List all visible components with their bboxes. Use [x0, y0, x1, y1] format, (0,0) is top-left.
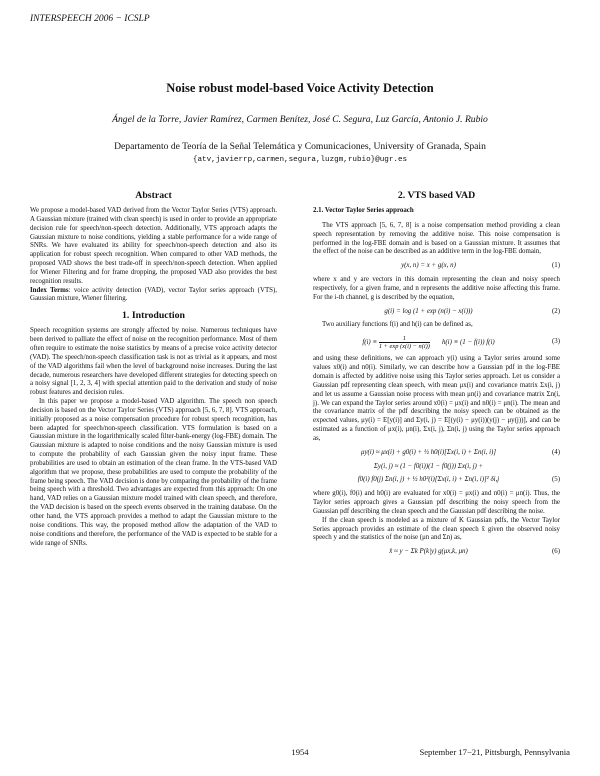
author-list: Ángel de la Torre, Javier Ramírez, Carmen Benítez, José C. Segura, Luz García, Antonio J. Rubio — [112, 114, 488, 125]
equation-3-number: (3) — [551, 338, 560, 346]
equation-6-number: (6) — [551, 548, 560, 556]
equation-2-number: (2) — [551, 307, 560, 315]
index-terms-text: : voice activity detection (VAD), vector Taylor series approach (VTS), Gaussian mixture, Wiener filtering. — [30, 286, 278, 303]
index-terms-label: Index Terms — [30, 286, 69, 294]
conference-date-location: September 17−21, Pittsburgh, Pennsylvania — [419, 747, 570, 757]
equation-1-body: y(x, n) = x + g(x, n) — [401, 262, 456, 270]
equation-4b — [313, 463, 560, 472]
abstract-heading: Abstract — [135, 190, 172, 201]
introduction-heading: 1. Introduction — [122, 310, 185, 322]
equation-5-body: f0(i) f0(j) Σn(i, j) + ½ h0²(i)[Σx(i, i) + Σn(i, i)]² δi,j — [357, 476, 500, 484]
page-number: 1954 — [291, 747, 309, 757]
equation-1-number: (1) — [551, 262, 560, 270]
author-emails: {atv,javierrp,carmen,segura,luzgm,rubio}@ugr.es — [192, 156, 408, 164]
left-column — [30, 190, 277, 548]
right-column — [313, 190, 560, 562]
equation-3-rhs: h(i) ≡ (1 − f(i)) f(i) — [441, 339, 495, 347]
equation-4-number: (4) — [551, 448, 560, 456]
vts-section-heading: 2. VTS based VAD — [397, 190, 476, 201]
abstract-text: We propose a model-based VAD derived from the Vector Taylor Series (VTS) approach. A Gaussian mixture (trained with clean speech) is used in order to provide an appropriate decision rule for speech/non-speech detection. Additionally, VTS approach adapts the Gaussian mixture to noise conditions, yielding a stable performance for a wide range of SNRs. We have evaluated its ability for speech/non-speech detection and also its application for robust speech recognition. When compared to other VAD methods, the proposed VAD shows the best trade-off in speech/non-speech detection. When applied for Wiener Filtering and for frame dropping, the proposed VAD also provides the best recognition results. — [30, 207, 277, 285]
index-terms — [30, 287, 277, 305]
vts-subsection-heading: 2.1. Vector Taylor Series approach — [313, 207, 414, 214]
equation-4b-body: Σy(i, j) ≈ (1 − f0(i))(1 − f0(j)) Σx(i, j) + — [373, 462, 484, 470]
vts-paragraph-5: where g0(i), f0(i) and h0(i) are evaluated for x0(i) = μx(i) and n0(i) = μn(i). Thus, the Taylor series approach gives a Gaussian pdf describing the noisy speech from the Gaussian pdf describing the clean speech and the Gaussian pdf describing the noise. — [313, 490, 560, 515]
intro-paragraph-2: In this paper we propose a model-based VAD algorithm. The speech non speech decision is based on the Vector Taylor Series (VTS) approach [5, 6, 7, 8]. VTS approach, initially proposed as a noise compensation procedure for robust speech recognition, has been adapted for speech/non-speech classification. VTS formulation is based on a Gaussian mixture in the logarithmically scaled filter-bank-energy (log-FBE) domain. The Gaussian mixture is adapted to noise conditions and the noisy Gaussian mixture is used to compute the probability of each Gaussian given the noisy input frame. These probabilities are used to obtain an estimation of the clean frame. In the VTS-based VAD algorithm that we propose, these probabilities are used to compute the probability of the frame being speech. The VAD decision is done by comparing the probability of the frame being speech with a threshold. Two advantages are expected from this approach: On one hand, VAD relies on a Gaussian mixture model trained with clean speech, and therefore, the VAD decision is based on the speech events observed in the training database. On the other hand, the VTS approach provides a method to adapt the Gaussian mixture to the noise conditions. This way, the proposed method allow the adaptation of the VAD to noise conditions and therefore, the performance of the VAD is expected to be stable for a wide range of SNRs. — [30, 398, 277, 547]
equation-5-number: (5) — [551, 476, 560, 484]
equation-4-body: μy(i) ≈ μx(i) + g0(i) + ½ h0(i)[Σx(i, i) + Σn(i, i)] — [360, 448, 497, 456]
running-header: INTERSPEECH 2006 − ICSLP — [30, 14, 150, 24]
equation-6-body: x̂ ≈ y − Σk P(k|y) g(μx,k, μn) — [389, 548, 468, 556]
intro-paragraph-1: Speech recognition systems are strongly affected by noise. Numerous techniques have been derived to palliate the effect of noise on the recognition performance. Most of them often require to estimate the noise statistics by means of a precise voice activity detector (VAD). The speech/non-speech classification task is not as trivial as it appears, and most of the VAD algorithms fail when the level of background noise increases. During the last decade, numerous researchers have developed different strategies for detecting speech on a noisy signal [1, 2, 3, 4] with special attention paid to the derivation and study of noise robust features and decision rules. — [30, 327, 277, 397]
vts-paragraph-1: The VTS approach [5, 6, 7, 8] is a noise compensation method providing a clean speech representation by removing the additive noise. This noise compensation is performed in the log-FBE domain and is based on a Gaussian mixture. It assumes that the effect of the noise can be described as an additive term in the log-FBE domain, — [313, 221, 560, 256]
vts-paragraph-6: If the clean speech is modeled as a mixture of K Gaussian pdfs, the Vector Taylor Series approach provides an estimate of the clean speech x̂ given the observed noisy speech y and the statistics of the noise (μn and Σn) as, — [313, 516, 560, 542]
equation-3-denominator: 1 + exp (x(i) − n(i)) — [378, 343, 430, 351]
equation-4 — [313, 449, 560, 458]
vts-paragraph-4: and using these definitions, we can approach y(i) using a Taylor series around some values x0(i) and n0(i). Similarly, we can describe how a Gaussian pdf in the log-FBE domain is affected by additive noise using this Taylor series approach. Let us consider a Gaussian pdf representing clean speech, with mean μx(i) and covariance matrix Σx(i, j) and let us assume a Gaussian noise process with mean μn(i) and covariance matrix Σn(i, j). We can expand the Taylor series around x0(i) = μx(i) and n0(i) = μn(i). The mean and the covariance matrix of the pdf describing the noisy speech can be obtained as the expected values, μy(i) = E[y(i)] and Σy(i, j) = E[(y(i) − μy(i))(y(j) − μy(j))], and can be estimated as a function of μx(i), μn(i), Σx(i, j), Σn(i, j) using the Taylor series approach as, — [313, 355, 560, 442]
equation-3 — [313, 335, 560, 350]
vts-paragraph-3: Two auxiliary functions f(i) and h(i) can be defined as, — [322, 321, 473, 329]
equation-3-numerator: 1 — [379, 335, 430, 343]
affiliation: Departamento de Teoría de la Señal Telemática y Comunicaciones, University of Granada, Spain — [114, 141, 486, 152]
equation-3-body — [313, 335, 544, 350]
equation-5 — [313, 476, 560, 485]
equation-6 — [313, 548, 560, 557]
equation-3-fraction — [379, 335, 430, 350]
equation-2 — [313, 308, 560, 317]
vts-paragraph-2: where x and y are vectors in this domain representing the clean and noisy speech respectively, for a given frame, and n represents the additive noise affecting this frame. For the i-th channel, g is described by the equation, — [313, 276, 560, 301]
paper-title: Noise robust model-based Voice Activity Detection — [166, 81, 434, 95]
equation-1 — [313, 262, 560, 271]
equation-2-body: g(i) = log (1 + exp (n(i) − x(i))) — [384, 307, 473, 315]
equation-3-lhs: f(i) ≡ — [362, 339, 378, 347]
